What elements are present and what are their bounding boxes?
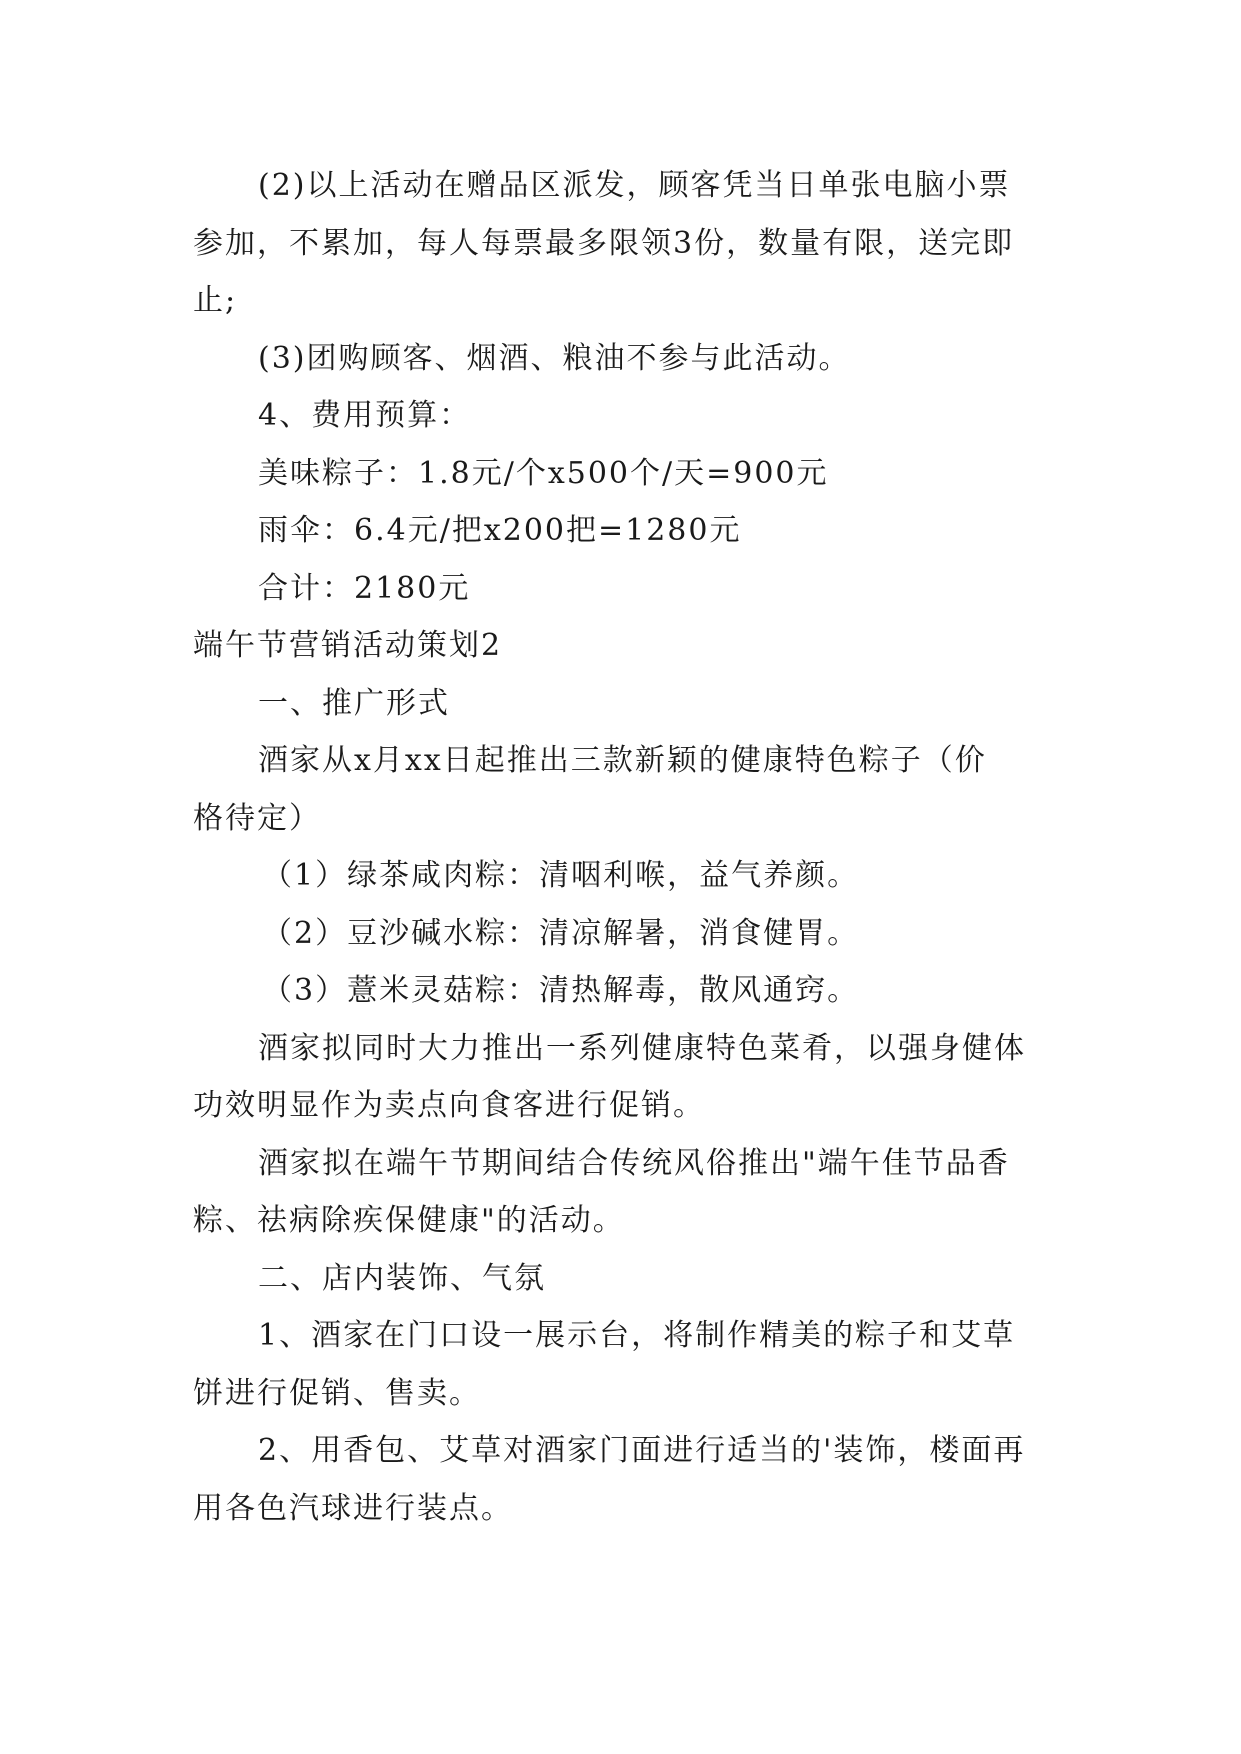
- paragraph-line: 功效明显作为卖点向食客进行促销。: [193, 1088, 705, 1123]
- list-item: （3）薏米灵菇粽：清热解毒，散风通窍。: [262, 973, 860, 1008]
- budget-total: 合计：2180元: [258, 571, 471, 606]
- paragraph-line: 格待定）: [193, 801, 321, 836]
- section-heading: 4、费用预算：: [258, 398, 472, 433]
- paragraph-line: 2、用香包、艾草对酒家门面进行适当的'装饰，楼面再: [258, 1433, 1026, 1468]
- paragraph-line: 止;: [193, 283, 238, 318]
- budget-line: 美味粽子：1.8元/个x500个/天=900元: [258, 456, 829, 491]
- paragraph-line: 1、酒家在门口设一展示台，将制作精美的粽子和艾草: [258, 1318, 1016, 1353]
- paragraph-line: 酒家拟同时大力推出一系列健康特色菜肴，以强身健体: [258, 1031, 1026, 1066]
- list-item: （2）豆沙碱水粽：清凉解暑，消食健胃。: [262, 916, 860, 951]
- paragraph-line: 参加，不累加，每人每票最多限领3份，数量有限，送完即: [193, 226, 1015, 261]
- paragraph-line: 酒家拟在端午节期间结合传统风俗推出"端午佳节品香: [258, 1146, 1010, 1181]
- document-title: 端午节营销活动策划2: [193, 628, 503, 663]
- paragraph-line: 饼进行促销、售卖。: [193, 1376, 481, 1411]
- paragraph-line: 酒家从x月xx日起推出三款新颖的健康特色粽子（价: [258, 743, 987, 778]
- paragraph-line: 粽、祛病除疾保健康"的活动。: [193, 1203, 625, 1238]
- paragraph-line: (2)以上活动在赠品区派发，顾客凭当日单张电脑小票: [258, 168, 1011, 203]
- list-item: （1）绿茶咸肉粽：清咽利喉，益气养颜。: [262, 858, 860, 893]
- section-heading: 二、店内装饰、气氛: [258, 1261, 546, 1296]
- paragraph-line: (3)团购顾客、烟酒、粮油不参与此活动。: [258, 341, 851, 376]
- paragraph-line: 用各色汽球进行装点。: [193, 1491, 513, 1526]
- section-heading: 一、推广形式: [258, 686, 450, 721]
- budget-line: 雨伞：6.4元/把x200把=1280元: [258, 513, 742, 548]
